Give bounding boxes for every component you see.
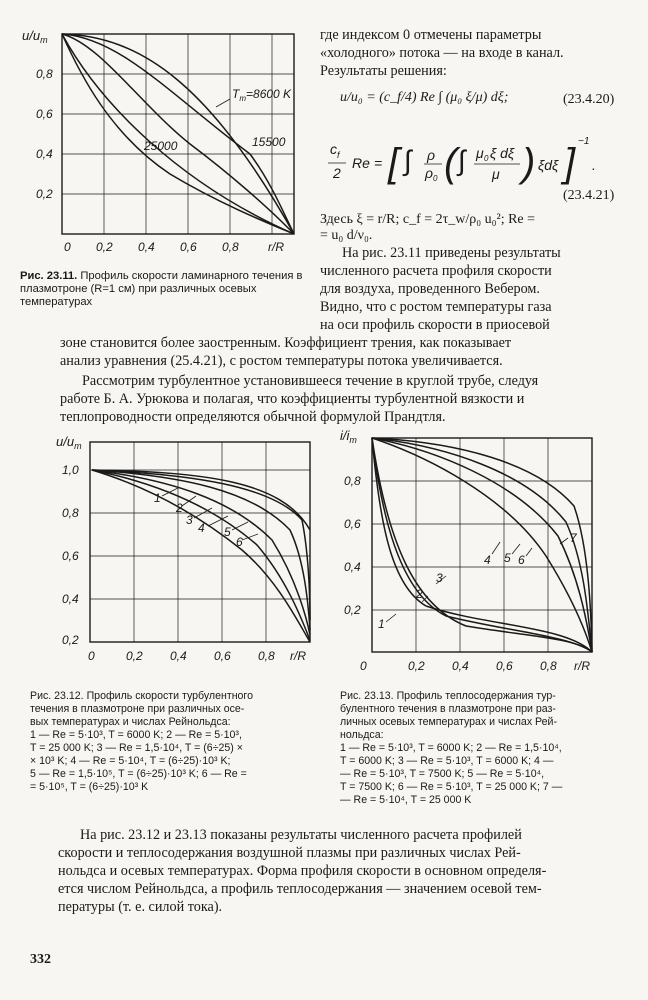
fig3-curve-label: 3 <box>436 571 443 585</box>
figure-23-12 <box>52 430 322 670</box>
paragraph-1-full: зоне становится более заостренным. Коэффициент трения, как показывает анализ уравнения (25.4.21), с ростом температуры потока увеличивается. <box>60 335 512 369</box>
fig3-xtick: 0,8 <box>540 659 557 673</box>
fig2-ytick: 1,0 <box>62 463 79 477</box>
fig1-ytick: 0,2 <box>36 187 53 201</box>
fig3-xtick: 0 <box>360 659 367 673</box>
fig3-curve-label: 2 <box>416 587 423 601</box>
equation-number: (23.4.21) <box>563 188 615 203</box>
svg-text:ρ: ρ <box>425 165 434 181</box>
svg-text:μ: μ <box>476 145 484 161</box>
fig2-xtick: 0 <box>88 649 95 663</box>
fig2-curve-label: 2 <box>176 501 183 515</box>
fig1-ylabel: $u/u_m$ <box>22 28 48 45</box>
svg-text:ξ dξ: ξ dξ <box>490 145 515 161</box>
fig2-xtick: 0,4 <box>170 649 187 663</box>
svg-text:.: . <box>592 157 596 173</box>
fig3-curve-label: 7 <box>570 531 577 545</box>
curve-25000 <box>62 34 294 234</box>
fig3-ytick: 0,2 <box>344 603 361 617</box>
svg-text:−1: −1 <box>578 136 590 147</box>
fig3-curve-label: 6 <box>518 553 525 567</box>
svg-text:2: 2 <box>333 165 341 181</box>
svg-text:f: f <box>337 150 340 160</box>
text-right-intro: где индексом 0 отмечены параметры «холодного» потока — на входе в канал. Результаты решения: <box>320 27 564 79</box>
svg-text:0: 0 <box>484 154 489 163</box>
fig1-ytick: 0,6 <box>36 107 53 121</box>
fig2-ytick: 0,6 <box>62 549 79 563</box>
fig3-curve-label: 5 <box>504 551 511 565</box>
fig2-ylabel: $u/u_m$ <box>56 434 82 451</box>
svg-text:∫: ∫ <box>404 145 412 176</box>
fig3-ylabel: $i/i_m$ <box>340 428 357 445</box>
svg-text:Re: Re <box>352 155 370 171</box>
fig3-ytick: 0,4 <box>344 560 361 574</box>
fig2-curve-label: 6 <box>236 535 243 549</box>
fig1-curve-label: 25000 <box>144 139 178 153</box>
fig2-xtick: r/R <box>290 649 306 663</box>
fig1-ytick: 0,8 <box>36 67 53 81</box>
fig2-xtick: 0,2 <box>126 649 143 663</box>
paragraph-1-right: На рис. 23.11 приведены результаты численного расчета профиля скорости для воздуха, проведенного Вебером. Видно, что с ростом температуры газа на оси профиль скорости в приосевой <box>320 245 561 333</box>
fig1-xtick: 0,8 <box>222 240 239 254</box>
fig2-ytick: 0,2 <box>62 633 79 647</box>
paragraph-3: На рис. 23.12 и 23.13 показаны результаты численного расчета профилей скорости и теплосодержания воздушной плазмы при различных числах Рей- нольдса и осевых температурах. Форма профиля скорости в основном определя- ется числом Рейнольдса, а профиль теплосодержания — значением осевой тем- пературы (т. е. силой тока). <box>58 827 547 915</box>
fig2-xtick: 0,8 <box>258 649 275 663</box>
svg-text:(: ( <box>444 141 458 185</box>
equation-23-4-21 <box>324 130 624 194</box>
fig3-curve-label: 1 <box>378 617 385 631</box>
fig2-ytick: 0,4 <box>62 592 79 606</box>
svg-text:0: 0 <box>433 174 438 183</box>
fig3-xtick: 0,6 <box>496 659 513 673</box>
fig1-caption: Рис. 23.11. Профиль скорости ламинарного течения в плазмотроне (R=1 см) при различных осевых температурах <box>20 270 303 308</box>
svg-text:): ) <box>522 141 536 185</box>
fig2-xtick: 0,6 <box>214 649 231 663</box>
fig1-curve-label: $T_m=8600$ K <box>232 87 292 103</box>
svg-text:=: = <box>374 155 383 171</box>
svg-text:[: [ <box>388 141 400 185</box>
fig2-curve-label: 3 <box>186 513 193 527</box>
fig3-ytick: 0,6 <box>344 517 361 531</box>
fig1-xtick: 0,6 <box>180 240 197 254</box>
svg-text:c: c <box>330 141 337 157</box>
fig1-ytick: 0,4 <box>36 147 53 161</box>
svg-text:]: ] <box>564 141 576 185</box>
fig3-ytick: 0,8 <box>344 474 361 488</box>
figure-23-13 <box>336 426 606 676</box>
svg-text:ρ: ρ <box>427 147 436 163</box>
fig2-caption: Рис. 23.12. Профиль скорости турбулентного течения в плазмотроне при различных осе- вых температурах и числах Рейнольдса: 1 — Re = 5·10³, T = 6000 K; 2 — Re = 5·10³, T = 25 000 K; 3 — Re = 1,5·10⁴, T = (6÷25) × × 10³ K; 4 — Re = 5·10⁴, T = (6÷25)·10³ K; 5 — Re = 1,5·10⁵, T = (6÷25)·10³ K; 6 — Re = = 5·10⁵, T = (6÷25)·10³ K <box>30 690 253 793</box>
fig2-curve-label: 1 <box>154 491 161 505</box>
here-line: Здесь ξ = r/R; c_f = 2τ_w/ρ₀ u₀²; Re = = u₀ d/ν₀. <box>320 212 536 243</box>
fig3-xtick: r/R <box>574 659 590 673</box>
fig1-curve-label: 15500 <box>252 135 286 149</box>
fig1-xtick: 0,4 <box>138 240 155 254</box>
fig3-xtick: 0,4 <box>452 659 469 673</box>
equation-number: (23.4.20) <box>563 92 615 107</box>
page-number: 332 <box>30 952 51 967</box>
svg-text:∫: ∫ <box>458 145 466 176</box>
fig2-curve-label: 5 <box>224 525 231 539</box>
fig2-curve-label: 4 <box>198 521 205 535</box>
paragraph-2: Рассмотрим турбулентное установившееся течение в круглой трубе, следуя работе Б. А. Урюкова и полагая, что коэффициенты турбулентной вязкости и теплопроводности определяются обычной формулой Прандтля. <box>60 373 539 425</box>
equation-23-4-20: u/u₀ = (c_f/4) Re ∫ (μ₀ ξ/μ) dξ; <box>340 90 509 105</box>
fig1-xtick: 0 <box>64 240 71 254</box>
fig1-xtick: r/R <box>268 240 284 254</box>
fig2-ytick: 0,8 <box>62 506 79 520</box>
fig1-xtick: 0,2 <box>96 240 113 254</box>
figure-23-11 <box>20 24 310 264</box>
svg-text:ξdξ: ξdξ <box>538 157 559 173</box>
fig3-curve-label: 4 <box>484 553 491 567</box>
fig3-xtick: 0,2 <box>408 659 425 673</box>
fig3-caption: Рис. 23.13. Профиль теплосодержания тур- булентного течения в плазмотроне при раз- личных осевых температурах и числах Рей- нольдса: 1 — Re = 5·10³, T = 6000 K; 2 — Re = 1,5·10⁴, T = 6000 K; 3 — Re = 5·10³, T = 6000 K; 4 — — Re = 5·10³, T = 7500 K; 5 — Re = 5·10⁴, T = 7500 K; 6 — Re = 5·10³, T = 25 000 K; 7 — — Re = 5·10⁴, T = 25 000 K <box>340 690 563 806</box>
svg-text:μ: μ <box>492 166 500 182</box>
